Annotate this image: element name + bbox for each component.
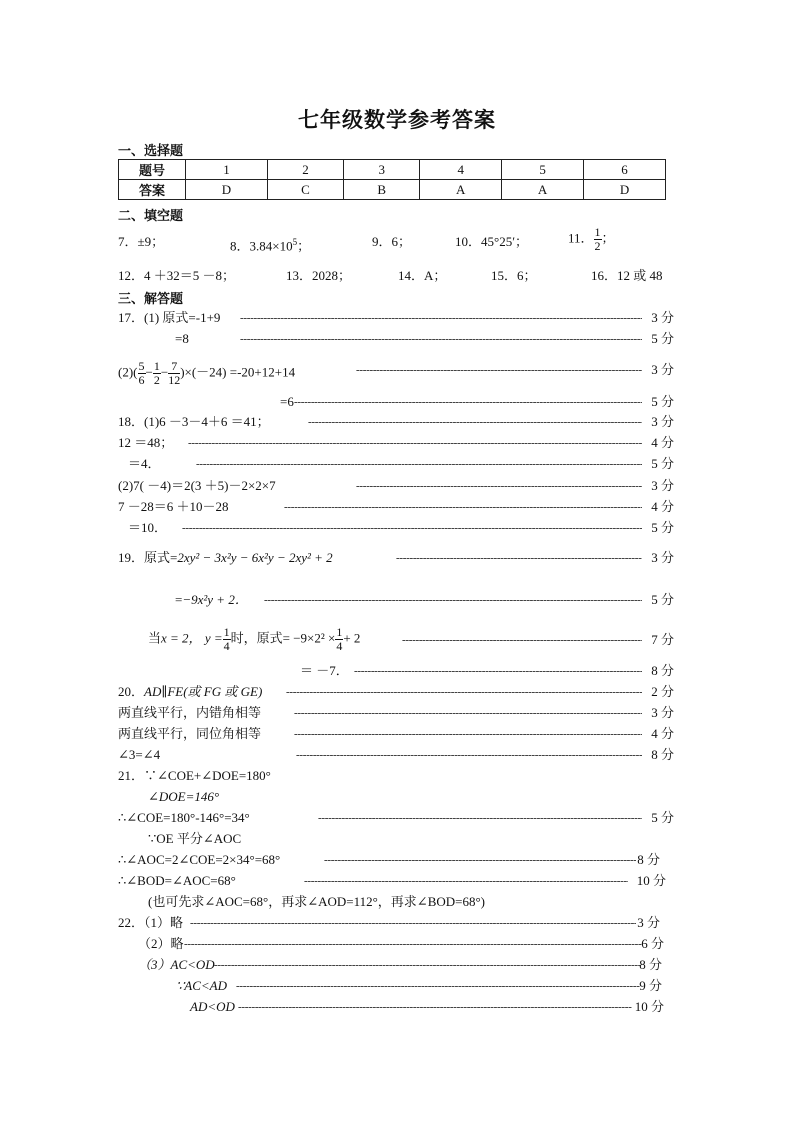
q18-line-5: 7 －28＝6 ＋10－28 ----- 4 分: [118, 497, 674, 517]
q17-line-4: =6 ----- 5 分: [118, 392, 674, 412]
score-label: 5 分: [651, 394, 674, 409]
score-label: 4 分: [651, 726, 674, 741]
score-label: 10 分: [634, 999, 664, 1014]
table-cell: 4: [420, 160, 502, 180]
score-label: 9 分: [639, 978, 662, 993]
q21-line-6: ∴∠BOD=∠AOC=68° ----- 10 分: [118, 871, 674, 891]
q14-answer: 14．A；: [398, 268, 447, 283]
score-label: 3 分: [651, 414, 674, 429]
q20-line-4: ∠3=∠4 ----- 8 分: [118, 745, 674, 765]
score-label: 7 分: [651, 632, 674, 647]
choice-answer-table: [118, 159, 666, 200]
q22-line-1: 22．（1）略 ----- 3 分: [118, 913, 674, 933]
score-label: 4 分: [651, 499, 674, 514]
score-label: 4 分: [651, 435, 674, 450]
q21-line-3: ∴∠COE=180°-146°=34° ----- 5 分: [118, 808, 674, 828]
table-cell: D: [584, 180, 666, 200]
q18-line-1: 18．(1)6 －3－4＋6 ＝41； ----- 3 分: [118, 412, 674, 432]
table-cell: A: [502, 180, 584, 200]
page-title: 七年级数学参考答案: [298, 108, 496, 132]
q22-line-4: ∵AC<AD ----- 9 分: [118, 976, 674, 996]
q18-line-2: 12 ＝48； ----- 4 分: [118, 433, 674, 453]
score-label: 5 分: [651, 520, 674, 535]
q9-answer: 9．6；: [372, 234, 412, 249]
q12-answer: 12．4 ＋32＝5 －8；: [118, 268, 236, 283]
q19-line-4: ＝ －7． ----- 8 分: [118, 661, 674, 681]
q19-line-2: =−9x²y + 2． ----- 5 分: [118, 590, 674, 610]
score-label: 3 分: [651, 310, 674, 325]
section-choice-heading: 一、选择题: [118, 143, 184, 158]
table-cell: 2: [267, 160, 343, 180]
q18-line-6: ＝10． ----- 5 分: [118, 518, 674, 538]
score-label: 2 分: [651, 684, 674, 699]
table-row-numbers: [119, 160, 666, 180]
score-label: 5 分: [651, 592, 674, 607]
q21-line-1: 21．∵∠COE+∠DOE=180°: [118, 768, 271, 783]
fill-row-1: [118, 225, 674, 254]
q17-line-3: (2)( $\frac{5}{6}$ − $\frac{1}{2}$ − $\frac{7}{12}$ )×(－24) =-20+12+14 ----- 3 分: [118, 360, 674, 380]
score-label: 5 分: [651, 331, 674, 346]
score-label: 8 分: [651, 663, 674, 678]
score-label: 3 分: [651, 705, 674, 720]
table-cell: 1: [186, 160, 268, 180]
q20-line-3: 两直线平行，同位角相等 ----- 4 分: [118, 724, 674, 744]
table-cell: B: [344, 180, 420, 200]
fill-row-2: [118, 266, 674, 286]
q19-line-1: 19．原式=2xy² − 3x²y − 6x²y − 2xy² + 2 ----- 3 分: [118, 548, 674, 568]
q22-line-2: （2）略 ----- 6 分: [118, 934, 674, 954]
q22-line-3: （3）AC<OD ----- 8 分: [118, 955, 674, 975]
score-label: 5 分: [651, 810, 674, 825]
table-cell: A: [420, 180, 502, 200]
q20-line-2: 两直线平行，内错角相等 ----- 3 分: [118, 703, 674, 723]
q17-line-1: 17．(1) 原式=-1+9 ----- 3 分: [118, 308, 674, 328]
table-header-cell: 题号: [119, 160, 186, 180]
table-cell: 5: [502, 160, 584, 180]
table-header-cell: 答案: [119, 180, 186, 200]
q18-line-4: (2)7( －4)＝2(3 ＋5)－2×2×7 ----- 3 分: [118, 476, 674, 496]
q21-line-4: ∵OE 平分∠AOC: [148, 831, 242, 846]
table-cell: 3: [344, 160, 420, 180]
q16-answer: 16．12 或 48: [591, 268, 663, 283]
q17-line-2: =8 ----- 5 分: [118, 329, 674, 349]
section-solve-heading: 三、解答题: [118, 291, 184, 306]
q10-answer: 10．45°25′；: [455, 234, 529, 249]
table-cell: D: [186, 180, 268, 200]
section-fill-heading: 二、填空题: [118, 208, 184, 223]
q22-line-5: AD<OD ----- 10 分: [118, 997, 674, 1017]
score-label: 8 分: [639, 957, 662, 972]
q18-line-3: ＝4． ----- 5 分: [118, 454, 674, 474]
score-label: 6 分: [641, 936, 664, 951]
table-cell: C: [267, 180, 343, 200]
q21-line-2: ∠DOE=146°: [148, 789, 220, 804]
score-label: 10 分: [636, 873, 666, 888]
score-label: 3 分: [651, 362, 674, 377]
score-label: 8 分: [651, 747, 674, 762]
table-cell: 6: [584, 160, 666, 180]
q15-answer: 15．6；: [491, 268, 537, 283]
score-label: 3 分: [651, 550, 674, 565]
score-label: 3 分: [651, 478, 674, 493]
q21-line-7: (也可先求∠AOC=68°，再求∠AOD=112°，再求∠BOD=68°): [148, 894, 486, 909]
q19-line-3: 当x = 2， y = $\frac{1}{4}$ 时，原式= −9×2² × $\frac{1}{4}$ + 2 ----- 7 分: [118, 630, 674, 650]
table-row-answers: [119, 180, 666, 200]
q21-line-5: ∴∠AOC=2∠COE=2×34°=68° ----- 8 分: [118, 850, 674, 870]
q20-line-1: 20．AD∥FE(或 FG 或 GE) ----- 2 分: [118, 682, 674, 702]
score-label: 3 分: [637, 915, 660, 930]
q7-answer: 7．±9；: [118, 234, 165, 249]
q8-answer: 8．$3.84\times 10^5$；: [230, 237, 311, 254]
score-label: 5 分: [651, 456, 674, 471]
q11-answer: 11． $\frac{1}{2}$ ；: [568, 225, 615, 253]
score-label: 8 分: [637, 852, 660, 867]
q13-answer: 13．2028；: [286, 268, 352, 283]
